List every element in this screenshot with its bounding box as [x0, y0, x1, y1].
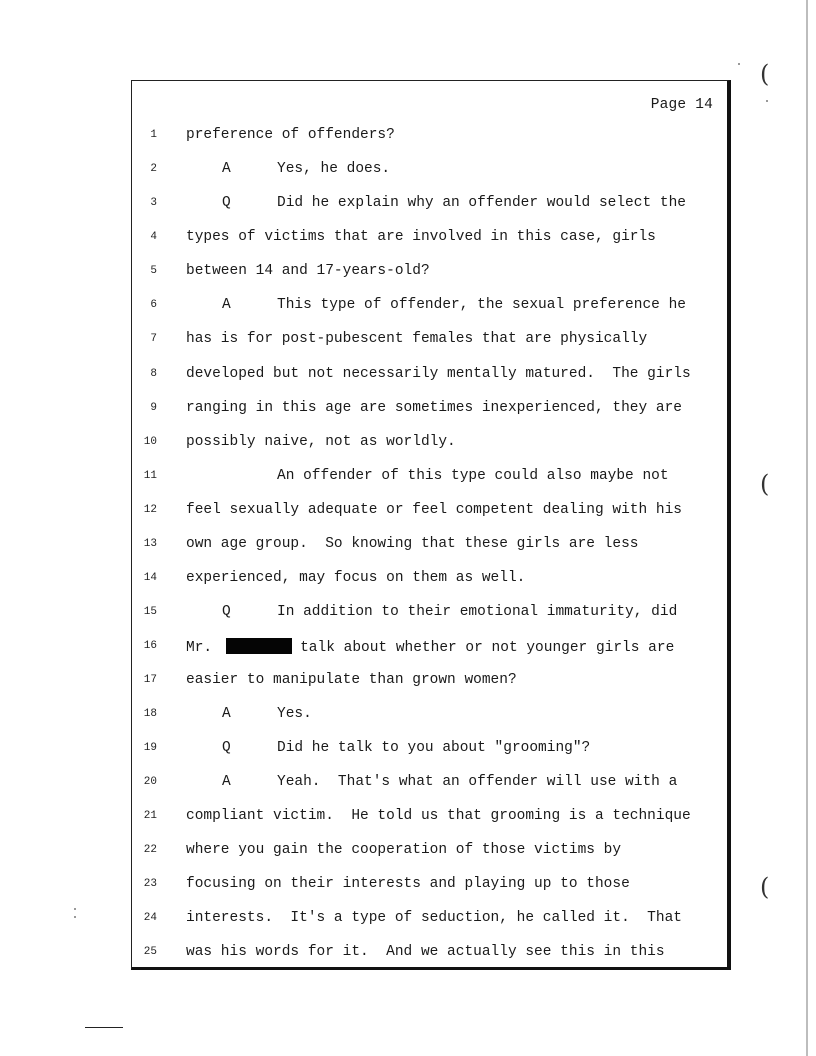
speaker-label: Q	[222, 604, 231, 620]
line-text: easier to manipulate than grown women?	[186, 672, 517, 688]
speaker-label: Q	[222, 195, 231, 211]
transcript-line	[132, 944, 722, 964]
transcript-line	[132, 127, 722, 147]
line-content: Yeah. That's what an offender will use with a	[277, 774, 678, 790]
line-number: 10	[143, 436, 157, 448]
line-number: 24	[143, 912, 157, 924]
line-number: 12	[143, 504, 157, 516]
line-text	[186, 195, 686, 211]
line-text: preference of offenders?	[186, 127, 395, 143]
line-number: 1	[150, 129, 157, 141]
line-number: 18	[143, 708, 157, 720]
line-text	[186, 161, 390, 177]
margin-bracket-mark: (	[760, 60, 770, 88]
line-text	[186, 638, 674, 656]
transcript-line	[132, 502, 722, 522]
line-text: focusing on their interests and playing up to those	[186, 876, 630, 892]
line-number: 23	[143, 878, 157, 890]
line-text: An offender of this type could also maybe not	[277, 468, 669, 484]
margin-bracket-mark: (	[760, 470, 770, 498]
line-text: own age group. So knowing that these girls are less	[186, 536, 639, 552]
line-text: feel sexually adequate or feel competent dealing with his	[186, 502, 682, 518]
line-text	[186, 774, 677, 790]
speaker-label: A	[222, 706, 231, 722]
line-content: Mr.	[186, 640, 213, 656]
line-text: was his words for it. And we actually see this in this	[186, 944, 665, 960]
line-text: experienced, may focus on them as well.	[186, 570, 526, 586]
transcript-line	[132, 161, 722, 181]
line-text: has is for post-pubescent females that are physically	[186, 331, 648, 347]
transcript-line	[132, 842, 722, 862]
transcript-line	[132, 774, 722, 794]
line-number: 16	[143, 640, 157, 652]
line-text: possibly naive, not as worldly.	[186, 434, 456, 450]
line-content: talk about whether or not younger girls are	[300, 640, 675, 656]
line-content: Did he talk to you about "grooming"?	[277, 740, 591, 756]
line-text: where you gain the cooperation of those victims by	[186, 842, 622, 858]
line-number: 13	[143, 538, 157, 550]
scan-speck	[738, 63, 740, 65]
transcript-line	[132, 229, 722, 249]
speaker-label: A	[222, 161, 231, 177]
scan-speck	[766, 100, 768, 102]
line-number: 2	[150, 163, 157, 175]
line-number: 19	[143, 742, 157, 754]
transcript-line	[132, 706, 722, 726]
margin-bracket-mark: (	[760, 873, 770, 901]
line-number: 14	[143, 572, 157, 584]
transcript-line	[132, 910, 722, 930]
transcript-line	[132, 876, 722, 896]
line-number: 11	[143, 470, 157, 482]
footer-rule	[85, 1027, 123, 1028]
line-number: 21	[143, 810, 157, 822]
transcript-line	[132, 400, 722, 420]
transcript-line	[132, 263, 722, 283]
transcript-line	[132, 740, 722, 760]
transcript-line	[132, 672, 722, 692]
line-text: types of victims that are involved in this case, girls	[186, 229, 656, 245]
line-number: 6	[150, 299, 157, 311]
transcript-line	[132, 604, 722, 624]
line-number: 3	[150, 197, 157, 209]
line-number: 9	[150, 402, 157, 414]
line-content: Yes, he does.	[277, 161, 391, 177]
transcript-line	[132, 331, 722, 351]
line-number: 7	[150, 333, 157, 345]
transcript-line	[132, 808, 722, 828]
transcript-line	[132, 570, 722, 590]
redaction-block	[226, 638, 292, 654]
line-number: 25	[143, 946, 157, 958]
transcript-line	[132, 297, 722, 317]
line-number: 15	[143, 606, 157, 618]
line-number: 22	[143, 844, 157, 856]
line-number: 17	[143, 674, 157, 686]
line-number: 5	[150, 265, 157, 277]
scan-speck	[74, 908, 76, 910]
page-number: Page 14	[650, 97, 713, 113]
line-text: between 14 and 17-years-old?	[186, 263, 430, 279]
transcript-line	[132, 638, 722, 658]
line-text	[186, 297, 686, 313]
line-content: Yes.	[277, 706, 312, 722]
speaker-label: A	[222, 774, 231, 790]
scan-speck	[74, 916, 76, 918]
line-text	[186, 604, 677, 620]
transcript-line	[132, 468, 722, 488]
transcript-line	[132, 434, 722, 454]
line-text	[186, 706, 312, 722]
line-content: Did he explain why an offender would select the	[277, 195, 686, 211]
page-edge-rule	[806, 0, 808, 1056]
line-content: This type of offender, the sexual preference he	[277, 297, 686, 313]
line-text: developed but not necessarily mentally matured. The girls	[186, 366, 691, 382]
line-number: 20	[143, 776, 157, 788]
transcript-page	[131, 80, 731, 970]
line-number: 4	[150, 231, 157, 243]
line-text: ranging in this age are sometimes inexperienced, they are	[186, 400, 682, 416]
line-content: In addition to their emotional immaturity, did	[277, 604, 678, 620]
transcript-line	[132, 195, 722, 215]
speaker-label: A	[222, 297, 231, 313]
line-text: compliant victim. He told us that grooming is a technique	[186, 808, 691, 824]
line-text: interests. It's a type of seduction, he called it. That	[186, 910, 682, 926]
speaker-label: Q	[222, 740, 231, 756]
transcript-line	[132, 536, 722, 556]
line-text	[186, 740, 590, 756]
transcript-line	[132, 366, 722, 386]
line-number: 8	[150, 368, 157, 380]
